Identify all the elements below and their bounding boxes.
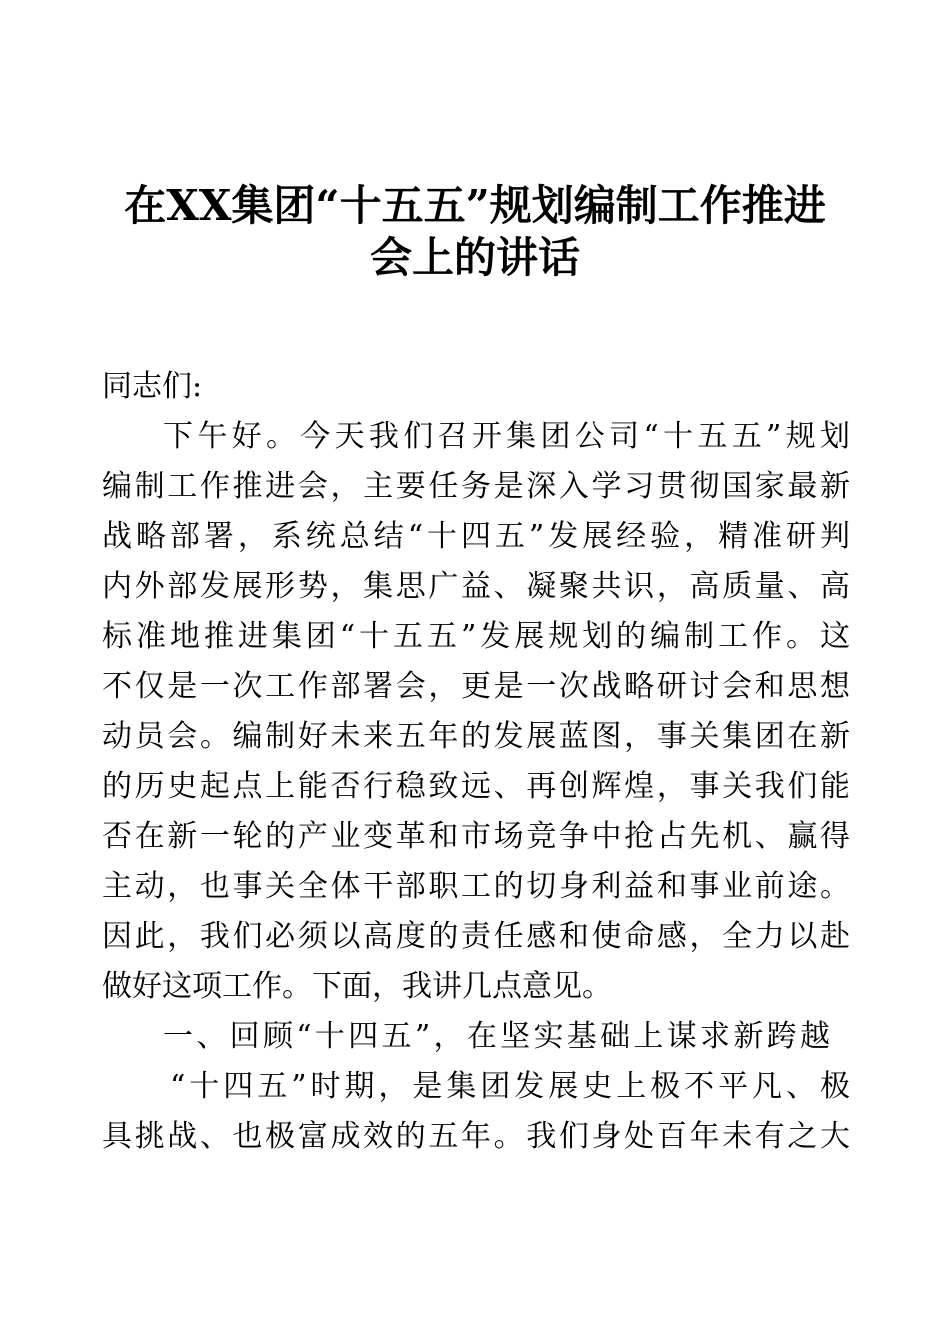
body-line-14: 具挑战、也极富成效的五年。我们身处百年未有之大: [102, 1119, 850, 1154]
body-line-4: 内外部发展形势，集思广益、凝聚共识，高质量、高: [102, 569, 850, 604]
body-line-6: 不仅是一次工作部署会，更是一次战略研讨会和思想: [102, 669, 850, 704]
document-title-line-1: 在XX集团“十五五”规划编制工作推进: [124, 181, 826, 230]
section-heading-1: 一、回顾“十四五”，在坚实基础上谋求新跨越: [163, 1019, 830, 1054]
body-line-13: “十四五”时期，是集团发展史上极不平凡、极: [170, 1069, 850, 1104]
body-line-7: 动员会。编制好未来五年的发展蓝图，事关集团在新: [102, 719, 850, 754]
document-title-line-2: 会上的讲话: [369, 233, 580, 282]
body-line-12: 做好这项工作。下面，我讲几点意见。: [102, 969, 612, 1004]
body-line-11: 因此，我们必须以高度的责任感和使命感，全力以赴: [102, 919, 850, 954]
salutation: 同志们:: [102, 369, 203, 404]
body-line-2: 编制工作推进会，主要任务是深入学习贯彻国家最新: [102, 469, 850, 504]
body-line-3: 战略部署，系统总结“十四五”发展经验，精准研判: [102, 519, 850, 554]
body-line-10: 主动，也事关全体干部职工的切身利益和事业前途。: [102, 869, 850, 904]
body-line-9: 否在新一轮的产业变革和市场竞争中抢占先机、赢得: [102, 819, 850, 854]
body-line-8: 的历史起点上能否行稳致远、再创辉煌，事关我们能: [102, 769, 850, 804]
body-line-5: 标准地推进集团“十五五”发展规划的编制工作。这: [102, 619, 850, 654]
body-line-1: 下午好。今天我们召开集团公司“十五五”规划: [163, 419, 850, 454]
